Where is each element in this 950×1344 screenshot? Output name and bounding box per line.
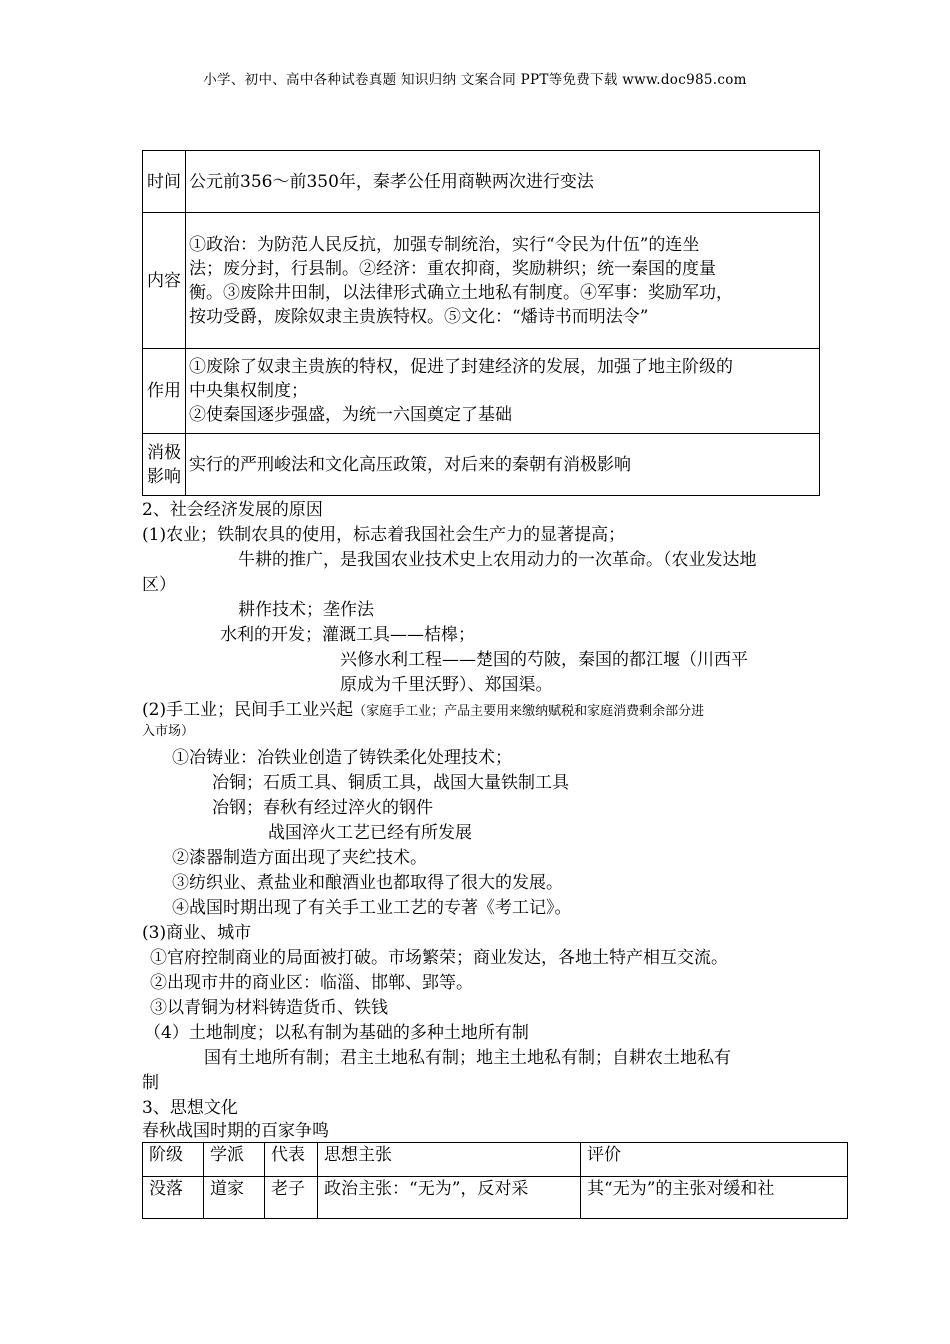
text-line: 区） [142,575,176,595]
column-header: 评价 [581,1143,848,1177]
text-line: ①官府控制商业的局面被打破。市场繁荣；商业发达，各地土特产相互交流。 [150,948,728,968]
row-content: ①政治：为防范人民反抗，加强专制统治，实行“令民为什伍”的连坐 法；废分封，行县制。②经济：重农抑商，奖励耕织；统一秦国的度量 衡。③废除井田制，以法律形式确立土地私有制度。④军事：奖励军功， 按功受爵，废除奴隶主贵族特权。⑤文化：“燔诗书而明法令” [186,213,820,349]
text-line: 冶铜；石质工具、铜质工具，战国大量铁制工具 [212,773,569,793]
text-line: 国有土地所有制；君主土地私有制；地主土地私有制；自耕农土地私有 [204,1048,731,1068]
text-line: ②出现市井的商业区：临淄、邯郸、郢等。 [150,973,473,993]
row-content: ①废除了奴隶主贵族的特权，促进了封建经济的发展，加强了地主阶级的 中央集权制度； ②使秦国逐步强盛，为统一六国奠定了基础 [186,349,820,434]
section-heading: 2、社会经济发展的原因 [142,500,323,520]
table-row [143,434,820,496]
text-line: 牛耕的推广，是我国农业技术史上农用动力的一次革命。（农业发达地 [238,550,757,570]
text-line: 原成为千里沃野）、郑国渠。 [340,675,553,695]
row-label: 内容 [143,213,186,349]
table-row [143,151,820,213]
text-line: (1)农业；铁制农具的使用，标志着我国社会生产力的显著提高； [142,525,626,545]
row-label: 消极 影响 [143,434,186,496]
reform-table [142,150,820,496]
table-row [143,1177,848,1219]
text-line: ③以青铜为材料铸造货币、铁钱 [150,998,388,1018]
text-line: (3)商业、城市 [142,923,252,943]
text-line: 入市场） [142,724,195,739]
text-line: 冶钢；春秋有经过淬火的钢件 [212,798,433,818]
text-line: 制 [142,1073,159,1093]
table-cell: 其“无为”的主张对缓和社 [581,1177,848,1219]
section-heading: 3、思想文化 [142,1098,238,1118]
row-content: 公元前356～前350年，秦孝公任用商鞅两次进行变法 [186,151,820,213]
text-line: ③纺织业、煮盐业和酿酒业也都取得了很大的发展。 [172,873,563,893]
column-header: 阶级 [143,1143,204,1177]
table-header-row [143,1143,848,1177]
page-header: 小学、初中、高中各种试卷真题 知识归纳 文案合同 PPT等免费下载 www.doc985.com [203,72,747,88]
table-row [143,349,820,434]
column-header: 学派 [204,1143,265,1177]
column-header: 代表 [265,1143,318,1177]
text-line: 兴修水利工程——楚国的芍陂，秦国的都江堰（川西平 [340,650,748,670]
text-line: ①冶铸业：冶铁业创造了铸铁柔化处理技术； [172,748,512,768]
row-label: 作用 [143,349,186,434]
table-cell: 没落 [143,1177,204,1219]
text-line: 春秋战国时期的百家争鸣 [142,1121,329,1141]
text-line: （4）土地制度；以私有制为基础的多种土地所有制 [144,1023,529,1043]
text-line: ④战国时期出现了有关手工业工艺的专著《考工记》。 [172,898,572,918]
column-header: 思想主张 [318,1143,581,1177]
text-line: 水利的开发；灌溉工具——桔槔； [220,625,475,645]
row-content: 实行的严刑峻法和文化高压政策，对后来的秦朝有消极影响 [186,434,820,496]
table-row [143,213,820,349]
schools-table [142,1142,848,1219]
row-label: 时间 [143,151,186,213]
text-line: ②漆器制造方面出现了夹纻技术。 [172,848,427,868]
table-cell: 道家 [204,1177,265,1219]
text-line: (2)手工业；民间手工业兴起（家庭手工业；产品主要用来缴纳赋税和家庭消费剩余部分进 [142,700,705,720]
table-cell: 老子 [265,1177,318,1219]
text-line: 耕作技术；垄作法 [238,600,374,620]
text-line: 战国淬火工艺已经有所发展 [268,823,472,843]
table-cell: 政治主张：“无为”，反对采 [318,1177,581,1219]
